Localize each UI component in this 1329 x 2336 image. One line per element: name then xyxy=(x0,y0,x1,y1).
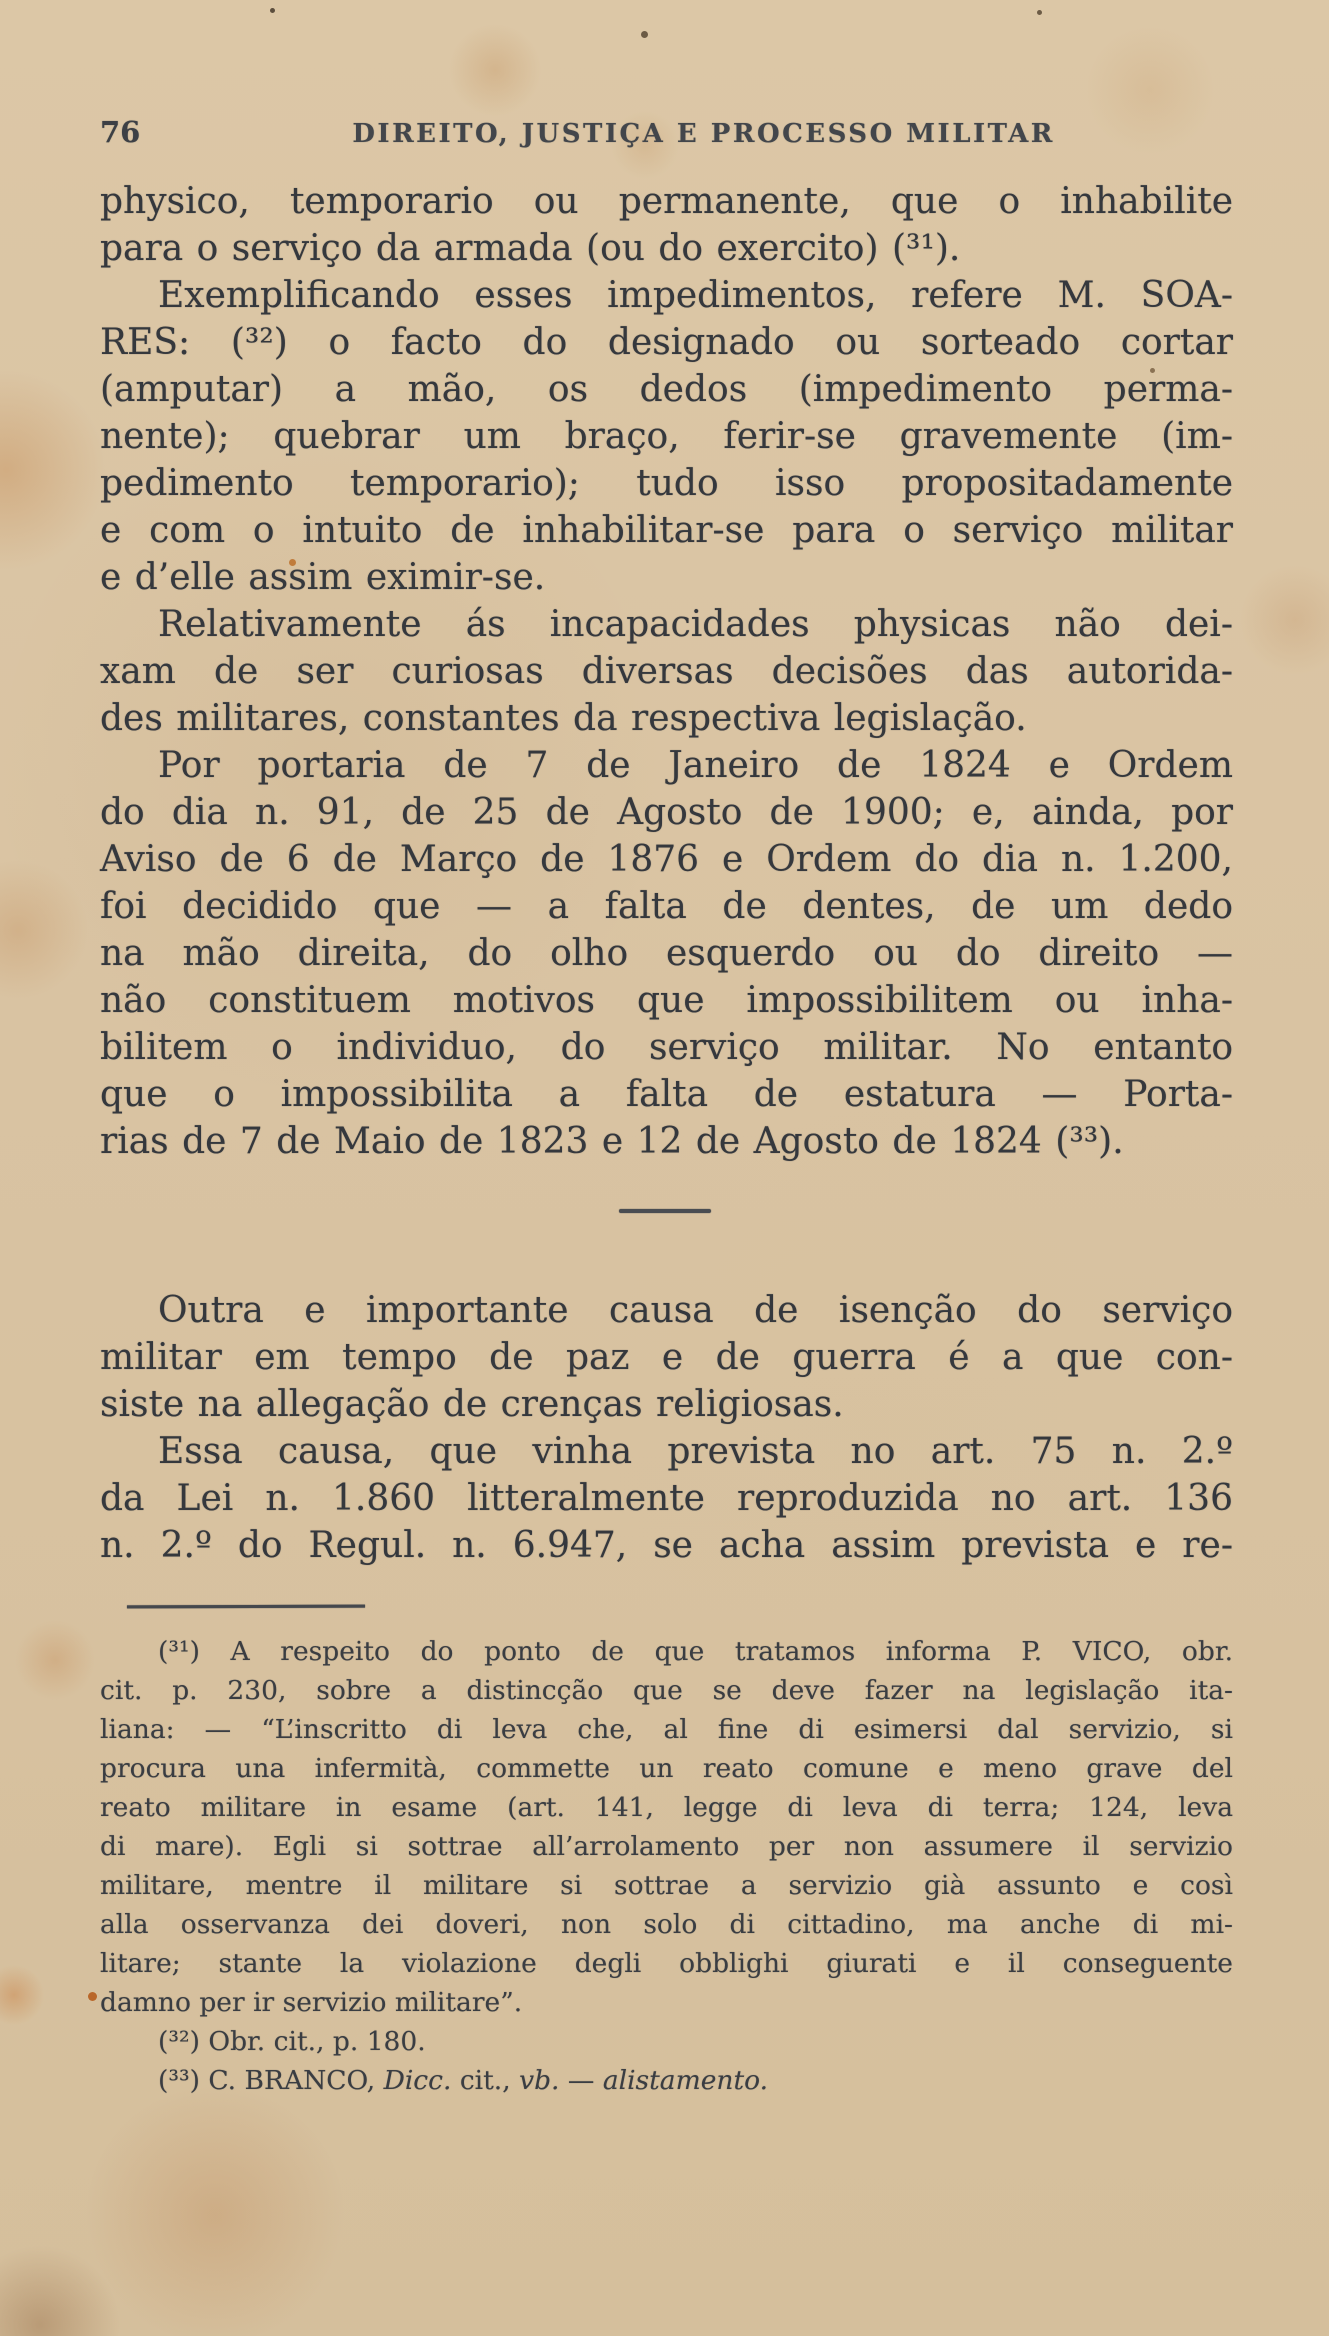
text-line: que o impossibilita a falta de estatura — Porta- xyxy=(100,1074,1233,1115)
text-line: do dia n. 91, de 25 de Agosto de 1900; e, ainda, por xyxy=(100,792,1233,833)
text-line: Outra e importante causa de isenção do serviço xyxy=(158,1290,1233,1331)
footnote-line xyxy=(100,2061,1233,2100)
paragraph xyxy=(100,178,1233,272)
footnote-33 xyxy=(100,2061,1233,2100)
footnote-line: litare; stante la violazione degli obblighi giurati e il conseguente xyxy=(100,1948,1233,1979)
text-line: e com o intuito de inhabilitar-se para o serviço militar xyxy=(100,510,1233,551)
text-line: foi decidido que — a falta de dentes, de um dedo xyxy=(100,886,1233,927)
text-line: militar em tempo de paz e de guerra é a que con- xyxy=(100,1337,1233,1378)
paragraph xyxy=(100,1428,1233,1569)
text-span: cit., xyxy=(451,2065,520,2096)
page-number: 76 xyxy=(100,115,141,149)
text-line: Exemplificando esses impedimentos, refere M. SOA- xyxy=(158,275,1233,316)
text-line: e d’elle assim eximir-se. xyxy=(100,557,546,598)
footnote-line: alla osservanza dei doveri, non solo di cittadino, ma anche di mi- xyxy=(100,1909,1233,1940)
footnote-31 xyxy=(100,1632,1233,2022)
paragraph xyxy=(100,272,1233,601)
text-line: RES: (³²) o facto do designado ou sorteado cortar xyxy=(100,322,1233,363)
text-line: des militares, constantes da respectiva legislação. xyxy=(100,698,1027,739)
footnote-line: procura una infermità, commette un reato comune e meno grave del xyxy=(100,1753,1233,1784)
text-line: Essa causa, que vinha prevista no art. 75 n. 2.º xyxy=(158,1431,1233,1472)
section-divider xyxy=(619,1209,711,1213)
footnote-line: liana: — “L’inscritto di leva che, al fine di esimersi dal servizio, si xyxy=(100,1714,1233,1745)
body-text-lower xyxy=(100,1287,1233,1569)
text-line: pedimento temporario); tudo isso propositadamente xyxy=(100,463,1233,504)
text-line: na mão direita, do olho esquerdo ou do direito — xyxy=(100,933,1233,974)
text-line: rias de 7 de Maio de 1823 e 12 de Agosto de 1824 (³³). xyxy=(100,1121,1124,1162)
footnote-32 xyxy=(100,2022,1233,2061)
text-line: n. 2.º do Regul. n. 6.947, se acha assim prevista e re- xyxy=(100,1525,1233,1566)
text-span: (³³) C. BRANCO, xyxy=(158,2065,384,2096)
text-span-italic: vb. xyxy=(519,2065,560,2096)
paragraph xyxy=(100,1287,1233,1428)
ink-specks xyxy=(270,8,275,13)
text-span-italic: Dicc. xyxy=(383,2065,452,2096)
text-line: (amputar) a mão, os dedos (impedimento perma- xyxy=(100,369,1233,410)
footnote-line: cit. p. 230, sobre a distincção que se deve fazer na legislação ita- xyxy=(100,1675,1233,1706)
paragraph xyxy=(100,742,1233,1165)
footnote-line: (³¹) A respeito do ponto de que tratamos informa P. VICO, obr. xyxy=(158,1636,1233,1667)
footnote-separator xyxy=(127,1605,365,1609)
text-span: — xyxy=(559,2065,603,2096)
text-line: não constituem motivos que impossibilitem ou inha- xyxy=(100,980,1233,1021)
text-line: da Lei n. 1.860 litteralmente reproduzida no art. 136 xyxy=(100,1478,1233,1519)
text-line: Relativamente ás incapacidades physicas não dei- xyxy=(158,604,1233,645)
text-line: xam de ser curiosas diversas decisões das autorida- xyxy=(100,651,1233,692)
paragraph xyxy=(100,601,1233,742)
footnote-line: di mare). Egli si sottrae all’arrolamento per non assumere il servizio xyxy=(100,1831,1233,1862)
footnote-line: (³²) Obr. cit., p. 180. xyxy=(158,2026,426,2057)
body-text-upper xyxy=(100,178,1233,1165)
text-line: para o serviço da armada (ou do exercito) (³¹). xyxy=(100,228,961,269)
text-line: Por portaria de 7 de Janeiro de 1824 e Ordem xyxy=(158,745,1233,786)
page-header xyxy=(100,112,1233,154)
text-span-italic: alistamento. xyxy=(602,2065,769,2096)
text-line: physico, temporario ou permanente, que o inhabilite xyxy=(100,181,1233,222)
text-line: bilitem o individuo, do serviço militar. No entanto xyxy=(100,1027,1233,1068)
footnote-line: reato militare in esame (art. 141, legge di leva di terra; 124, leva xyxy=(100,1792,1233,1823)
footnote-line: militare, mentre il militare si sottrae a servizio già assunto e così xyxy=(100,1870,1233,1901)
text-line: siste na allegação de crenças religiosas. xyxy=(100,1384,844,1425)
running-title: DIREITO, JUSTIÇA E PROCESSO MILITAR xyxy=(352,119,1055,149)
footnotes xyxy=(100,1632,1233,2100)
footnote-line: damno per ir servizio militare”. xyxy=(100,1987,523,2018)
text-line: Aviso de 6 de Março de 1876 e Ordem do dia n. 1.200, xyxy=(100,839,1233,880)
text-line: nente); quebrar um braço, ferir-se gravemente (im- xyxy=(100,416,1233,457)
